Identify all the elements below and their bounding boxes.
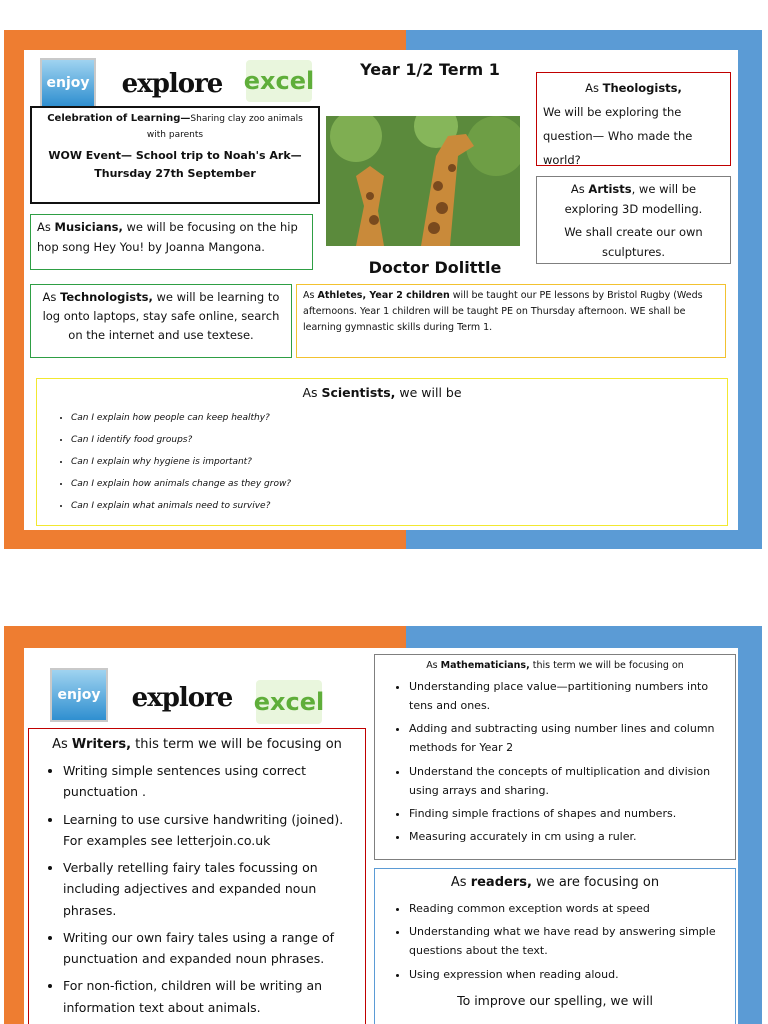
musicians-role: Musicians,: [54, 220, 123, 234]
artists-box: As Artists, we will be exploring 3D modelling. We shall create our own sculptures.: [536, 176, 731, 264]
celebration-text: Sharing clay zoo animals with parents: [146, 114, 303, 140]
list-item: • Writing our own fairy tales using a range of punctuation and expanded noun phrases.: [63, 927, 359, 970]
list-item: • Using expression when reading aloud.: [409, 965, 729, 984]
scientists-role: Scientists,: [321, 385, 396, 400]
enjoy-logo: enjoy: [50, 668, 108, 722]
artists-text: , we will be exploring 3D modelling.: [564, 182, 703, 216]
artists-line2: We shall create our own sculptures.: [564, 225, 703, 259]
list-item: • Understanding place value—partitioning numbers into tens and ones.: [409, 677, 729, 716]
excel-logo: excel: [256, 680, 322, 724]
list-item: • Reading common exception words at speed: [409, 899, 729, 918]
technologists-role: Technologists,: [60, 290, 153, 304]
mathematicians-box: As Mathematicians, this term we will be focusing on • Understanding place value—partitioning numbers into tens and ones. • Adding and subtracting using number lines and column methods for Year 2 • Understand the concepts of multiplication and division using arrays and sharing. • Finding simple fractions of shapes and numbers. • Measuring accurately in cm using a ruler.: [374, 654, 736, 860]
list-item: • Can I explain what animals need to survive?: [71, 495, 721, 517]
theologists-role: Theologists,: [602, 81, 682, 95]
musicians-text: we will be focusing on the hip hop song Hey You! by Joanna Mangona.: [37, 220, 298, 254]
athletes-text: will be taught our PE lessons by Bristol Rugby (Weds afternoons. Year 1 children will be taught PE on Thursday afternoon. WE shall be learning gymnastic skills during Term 1.: [303, 290, 703, 334]
theologists-box: As Theologists, We will be exploring the question— Who made the world?: [536, 72, 731, 166]
scientists-box: As Scientists, we will be • Can I explain how people can keep healthy? • Can I identify food groups? • Can I explain why hygiene is important? • Can I explain how animals change as they grow? • Can I explain what animals need to survive?: [36, 378, 728, 526]
giraffe-image: [326, 116, 520, 246]
explore-logo: explore: [131, 683, 233, 713]
list-item: • Can I explain how people can keep healthy?: [71, 407, 721, 429]
wow-event: WOW Event— School trip to Noah's Ark— Thursday 27th September: [48, 149, 302, 180]
athletes-box: As Athletes, Year 2 children will be taught our PE lessons by Bristol Rugby (Weds afternoons. Year 1 children will be taught PE on Thursday afternoon. WE shall be learning gymnastic skills during Term 1.: [296, 284, 726, 358]
celebration-heading: Celebration of Learning—: [47, 113, 191, 124]
list-item: • Understand the concepts of multiplication and division using arrays and sharing.: [409, 762, 729, 801]
giraffe-illustration: [326, 116, 520, 246]
list-item: • Can I identify food groups?: [71, 429, 721, 451]
writers-box: As Writers, this term we will be focusing on • Writing simple sentences using correct punctuation . • Learning to use cursive handwriting (joined). For examples see letterjoin.co.uk • Verbally retelling fairy tales focussing on including adjectives and expanded noun phrases. • Writing our own fairy tales using a range of punctuation and expanded noun phrases. • For non-fiction, children will be writing an information text about animals.: [28, 728, 366, 1024]
writers-role: Writers,: [71, 737, 132, 752]
topic-title: Doctor Dolittle: [368, 258, 502, 277]
readers-box: As readers, we are focusing on • Reading common exception words at speed • Understanding what we have read by answering simple questions about the text. • Using expression when reading aloud. To improve our spelling, we will: [374, 868, 736, 1024]
list-item: • Measuring accurately in cm using a ruler.: [409, 827, 729, 846]
explore-logo: explore: [121, 69, 223, 99]
scientists-list: [43, 407, 721, 517]
list-item: • Writing simple sentences using correct punctuation .: [63, 760, 359, 803]
mathematicians-list: [381, 677, 729, 847]
page-title: Year 1/2 Term 1: [360, 60, 500, 79]
list-item: • Can I explain how animals change as they grow?: [71, 473, 721, 495]
technologists-box: As Technologists, we will be learning to log onto laptops, stay safe online, search on the internet and use textese.: [30, 284, 292, 358]
technologists-text: we will be learning to log onto laptops, stay safe online, search on the internet and use textese.: [42, 290, 280, 342]
list-item: • Verbally retelling fairy tales focussing on including adjectives and expanded noun phrases.: [63, 857, 359, 921]
list-item: • Learning to use cursive handwriting (joined). For examples see letterjoin.co.uk: [63, 809, 359, 852]
readers-list: [381, 899, 729, 984]
excel-logo: excel: [246, 60, 312, 102]
enjoy-logo: enjoy: [40, 58, 96, 108]
writers-list: [35, 760, 359, 1018]
theologists-line1: We will be exploring the: [543, 105, 682, 120]
list-item: • Can I explain why hygiene is important?: [71, 451, 721, 473]
spelling-heading: To improve our spelling, we will: [457, 992, 653, 1008]
mathematicians-role: Mathematicians,: [440, 660, 530, 671]
athletes-role: Athletes, Year 2 children: [317, 290, 450, 301]
artists-role: Artists: [588, 182, 632, 196]
theologists-line2: question— Who made the world?: [543, 129, 693, 168]
celebration-box: [30, 106, 320, 204]
list-item: • Adding and subtracting using number lines and column methods for Year 2: [409, 719, 729, 758]
list-item: • For non-fiction, children will be writing an information text about animals.: [63, 975, 359, 1018]
readers-role: readers,: [470, 875, 532, 890]
musicians-box: As Musicians, we will be focusing on the hip hop song Hey You! by Joanna Mangona.: [30, 214, 313, 270]
list-item: • Finding simple fractions of shapes and numbers.: [409, 804, 729, 823]
list-item: • Understanding what we have read by answering simple questions about the text.: [409, 922, 729, 961]
